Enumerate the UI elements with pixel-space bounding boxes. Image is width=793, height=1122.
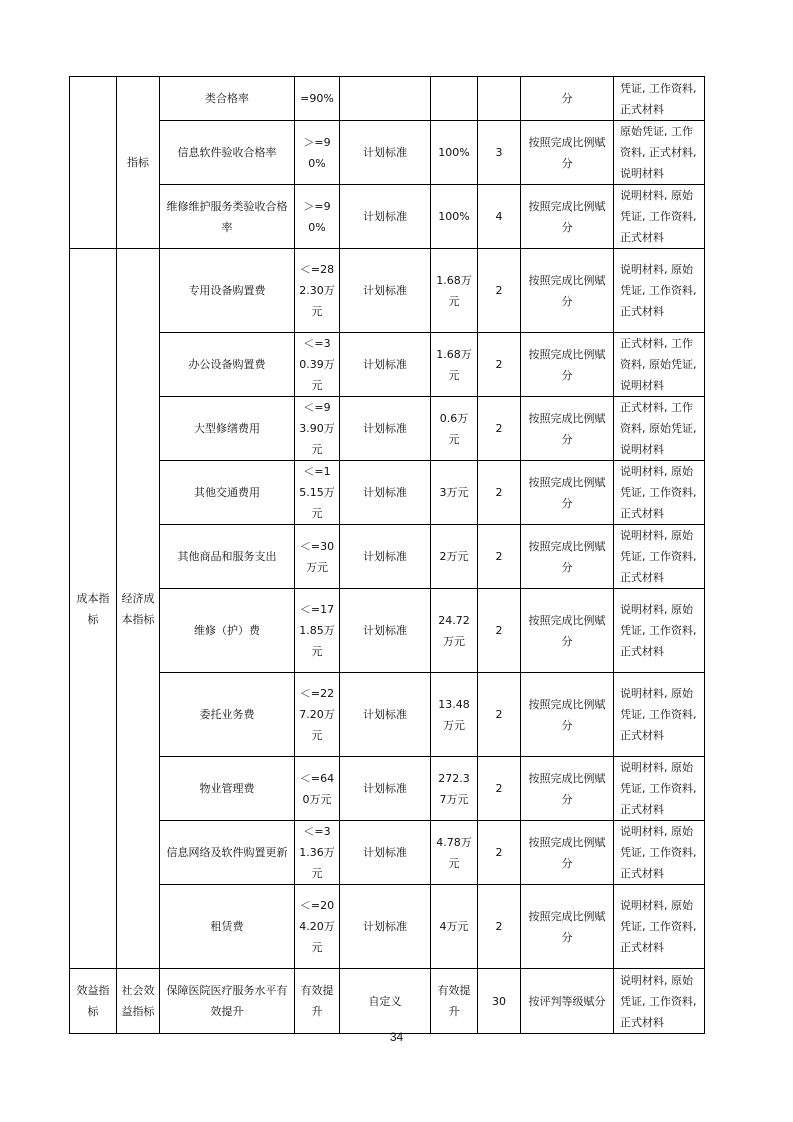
target-source-cell: 计划标准 — [340, 757, 431, 821]
evidence-cell: 说明材料, 原始凭证, 工作资料, 正式材料 — [614, 885, 705, 969]
evidence-cell: 说明材料, 原始凭证, 工作资料, 正式材料 — [614, 461, 705, 525]
table-row — [70, 821, 705, 885]
actual-value-cell: 4.78万元 — [431, 821, 478, 885]
scoring-rule-cell: 按照完成比例赋分 — [521, 461, 614, 525]
weight-cell: 4 — [478, 185, 521, 249]
weight-cell: 2 — [478, 885, 521, 969]
indicator-name-cell: 信息网络及软件购置更新 — [160, 821, 295, 885]
scoring-rule-cell: 按照完成比例赋分 — [521, 757, 614, 821]
indicator-name-cell: 物业管理费 — [160, 757, 295, 821]
target-source-cell: 计划标准 — [340, 333, 431, 397]
evidence-cell: 说明材料, 原始凭证, 工作资料, 正式材料 — [614, 821, 705, 885]
weight-cell: 2 — [478, 821, 521, 885]
evidence-cell: 说明材料, 原始凭证, 工作资料, 正式材料 — [614, 969, 705, 1034]
weight-cell: 2 — [478, 333, 521, 397]
table-row — [70, 673, 705, 757]
evidence-cell: 原始凭证, 工作资料, 正式材料, 说明材料 — [614, 121, 705, 185]
evidence-cell: 正式材料, 工作资料, 原始凭证, 说明材料 — [614, 397, 705, 461]
evidence-cell: 说明材料, 原始凭证, 工作资料, 正式材料 — [614, 249, 705, 333]
indicator-value-cell: ＜=227.20万元 — [295, 673, 340, 757]
indicator-value-cell: ＜=282.30万元 — [295, 249, 340, 333]
weight-cell: 2 — [478, 757, 521, 821]
indicator-name-cell: 其他交通费用 — [160, 461, 295, 525]
scoring-rule-cell: 按评判等级赋分 — [521, 969, 614, 1034]
indicator-name-cell: 其他商品和服务支出 — [160, 525, 295, 589]
weight-cell: 2 — [478, 249, 521, 333]
target-source-cell: 计划标准 — [340, 525, 431, 589]
actual-value-cell: 100% — [431, 185, 478, 249]
weight-cell: 2 — [478, 461, 521, 525]
scoring-rule-cell: 按照完成比例赋分 — [521, 333, 614, 397]
level1-category-cell: 效益指标 — [70, 969, 117, 1034]
scoring-rule-cell: 按照完成比例赋分 — [521, 121, 614, 185]
evidence-cell: 说明材料, 原始凭证, 工作资料, 正式材料 — [614, 757, 705, 821]
actual-value-cell: 有效提升 — [431, 969, 478, 1034]
level2-category-cell: 经济成本指标 — [117, 249, 160, 969]
table-row — [70, 185, 705, 249]
indicator-name-cell: 大型修缮费用 — [160, 397, 295, 461]
scoring-rule-cell: 按照完成比例赋分 — [521, 185, 614, 249]
actual-value-cell: 100% — [431, 121, 478, 185]
target-source-cell: 计划标准 — [340, 397, 431, 461]
table-row — [70, 969, 705, 1034]
scoring-rule-cell: 按照完成比例赋分 — [521, 821, 614, 885]
actual-value-cell — [431, 77, 478, 121]
target-source-cell: 自定义 — [340, 969, 431, 1034]
indicator-value-cell: ＜=30.39万元 — [295, 333, 340, 397]
actual-value-cell: 2万元 — [431, 525, 478, 589]
level1-category-cell — [70, 77, 117, 249]
evidence-cell: 说明材料, 原始凭证, 工作资料, 正式材料 — [614, 525, 705, 589]
table-row — [70, 121, 705, 185]
target-source-cell: 计划标准 — [340, 461, 431, 525]
actual-value-cell: 0.6万元 — [431, 397, 478, 461]
table-row — [70, 333, 705, 397]
target-source-cell: 计划标准 — [340, 821, 431, 885]
scoring-rule-cell: 按照完成比例赋分 — [521, 885, 614, 969]
indicator-value-cell: ＜=640万元 — [295, 757, 340, 821]
actual-value-cell: 24.72万元 — [431, 589, 478, 673]
table-row — [70, 397, 705, 461]
actual-value-cell: 3万元 — [431, 461, 478, 525]
indicator-name-cell: 类合格率 — [160, 77, 295, 121]
indicator-value-cell: ＜=30万元 — [295, 525, 340, 589]
indicator-value-cell: ＜=171.85万元 — [295, 589, 340, 673]
indicator-value-cell: ＜=204.20万元 — [295, 885, 340, 969]
scoring-rule-cell: 分 — [521, 77, 614, 121]
table-row — [70, 885, 705, 969]
table-row — [70, 249, 705, 333]
weight-cell: 2 — [478, 525, 521, 589]
evidence-cell: 说明材料, 原始凭证, 工作资料, 正式材料 — [614, 185, 705, 249]
evidence-cell: 说明材料, 原始凭证, 工作资料, 正式材料 — [614, 589, 705, 673]
page-number: 34 — [389, 1030, 404, 1044]
actual-value-cell: 272.37万元 — [431, 757, 478, 821]
indicator-name-cell: 保障医院医疗服务水平有效提升 — [160, 969, 295, 1034]
actual-value-cell: 1.68万元 — [431, 249, 478, 333]
weight-cell: 2 — [478, 397, 521, 461]
target-source-cell: 计划标准 — [340, 185, 431, 249]
performance-indicator-table — [69, 76, 705, 1034]
weight-cell: 3 — [478, 121, 521, 185]
target-source-cell: 计划标准 — [340, 673, 431, 757]
indicator-value-cell: 有效提升 — [295, 969, 340, 1034]
evidence-cell: 说明材料, 原始凭证, 工作资料, 正式材料 — [614, 673, 705, 757]
evidence-cell: 凭证, 工作资料, 正式材料 — [614, 77, 705, 121]
indicator-name-cell: 委托业务费 — [160, 673, 295, 757]
level2-category-cell: 社会效益指标 — [117, 969, 160, 1034]
table-row — [70, 589, 705, 673]
target-source-cell: 计划标准 — [340, 121, 431, 185]
table-row — [70, 77, 705, 121]
weight-cell — [478, 77, 521, 121]
indicator-value-cell: ＜=93.90万元 — [295, 397, 340, 461]
indicator-value-cell: =90% — [295, 77, 340, 121]
scoring-rule-cell: 按照完成比例赋分 — [521, 525, 614, 589]
level1-category-cell: 成本指标 — [70, 249, 117, 969]
target-source-cell: 计划标准 — [340, 885, 431, 969]
indicator-value-cell: ＜=31.36万元 — [295, 821, 340, 885]
table-row — [70, 461, 705, 525]
table-row — [70, 525, 705, 589]
indicator-value-cell: ＞=90% — [295, 121, 340, 185]
actual-value-cell: 13.48万元 — [431, 673, 478, 757]
indicator-name-cell: 办公设备购置费 — [160, 333, 295, 397]
scoring-rule-cell: 按照完成比例赋分 — [521, 589, 614, 673]
weight-cell: 30 — [478, 969, 521, 1034]
indicator-name-cell: 维修维护服务类验收合格率 — [160, 185, 295, 249]
indicator-value-cell: ＜=15.15万元 — [295, 461, 340, 525]
level2-category-cell: 指标 — [117, 77, 160, 249]
table-row — [70, 757, 705, 821]
target-source-cell: 计划标准 — [340, 589, 431, 673]
target-source-cell: 计划标准 — [340, 249, 431, 333]
weight-cell: 2 — [478, 673, 521, 757]
evidence-cell: 正式材料, 工作资料, 原始凭证, 说明材料 — [614, 333, 705, 397]
scoring-rule-cell: 按照完成比例赋分 — [521, 673, 614, 757]
indicator-name-cell: 租赁费 — [160, 885, 295, 969]
scoring-rule-cell: 按照完成比例赋分 — [521, 249, 614, 333]
indicator-name-cell: 专用设备购置费 — [160, 249, 295, 333]
target-source-cell — [340, 77, 431, 121]
scoring-rule-cell: 按照完成比例赋分 — [521, 397, 614, 461]
indicator-name-cell: 维修（护）费 — [160, 589, 295, 673]
actual-value-cell: 1.68万元 — [431, 333, 478, 397]
weight-cell: 2 — [478, 589, 521, 673]
indicator-name-cell: 信息软件验收合格率 — [160, 121, 295, 185]
actual-value-cell: 4万元 — [431, 885, 478, 969]
indicator-value-cell: ＞=90% — [295, 185, 340, 249]
